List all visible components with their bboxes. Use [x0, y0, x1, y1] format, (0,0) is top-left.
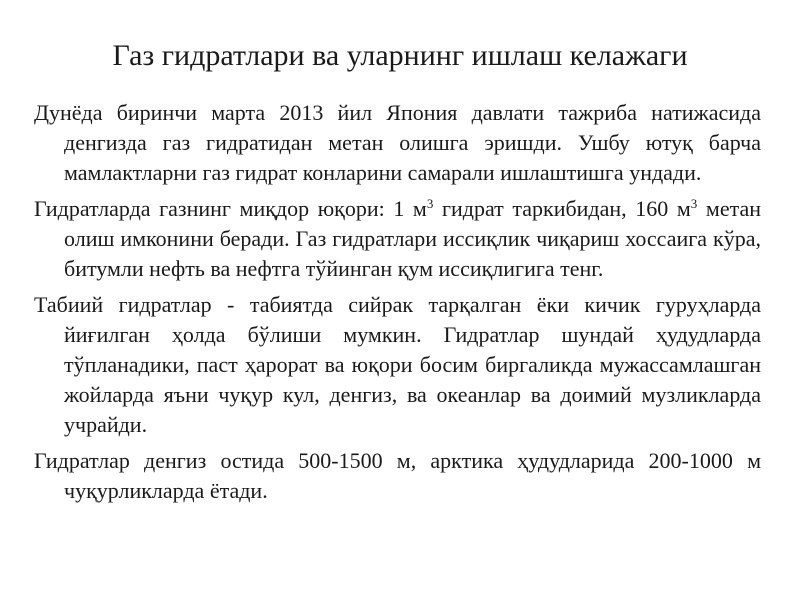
paragraph-hydrate-depths: Гидратлар денгиз остида 500-1500 м, арктика ҳудудларида 200-1000 м чуқурликларда ётади. [34, 448, 761, 503]
superscript-cubic-1: 3 [426, 196, 434, 211]
paragraph-natural-hydrates: Табиий гидратлар - табиятда сийрак тарқалган ёки кичик гуруҳларда йиғилган ҳолда бўлиши мумкин. Гидратлар шундай ҳудудларда тўпланадики, паст ҳарорат ва юқори босим биргаликда мужассамлашган жойларда яъни чуқур кул, денгиз, ва океанлар ва доимий музликларда учрайди. [34, 292, 761, 437]
paragraph-gas-quantity [34, 194, 761, 284]
paragraph-gas-quantity-text-1: Гидратларда газнинг миқдор юқори: 1 м [34, 196, 427, 221]
slide-body [34, 98, 761, 512]
paragraph-gas-quantity-text-3: метан олиш имконини беради. Газ гидратлари иссиқлик чиқариш хоссаига кўра, битумли нефть ва нефтга тўйинган қум иссиқлигига тенг. [64, 196, 762, 281]
paragraph-gas-quantity-text-2: гидрат таркибидан, 160 м [433, 196, 691, 221]
paragraph-japan-methane: Дунёда биринчи марта 2013 йил Япония давлати тажриба натижасида денгизда газ гидратидан метан олишга эришди. Ушбу ютуқ барча мамлактларни газ гидрат конларини самарали ишлаштишга ундади. [34, 100, 761, 185]
slide-title: Газ гидратлари ва уларнинг ишлаш келажаги [112, 39, 688, 72]
superscript-cubic-2: 3 [690, 196, 698, 211]
